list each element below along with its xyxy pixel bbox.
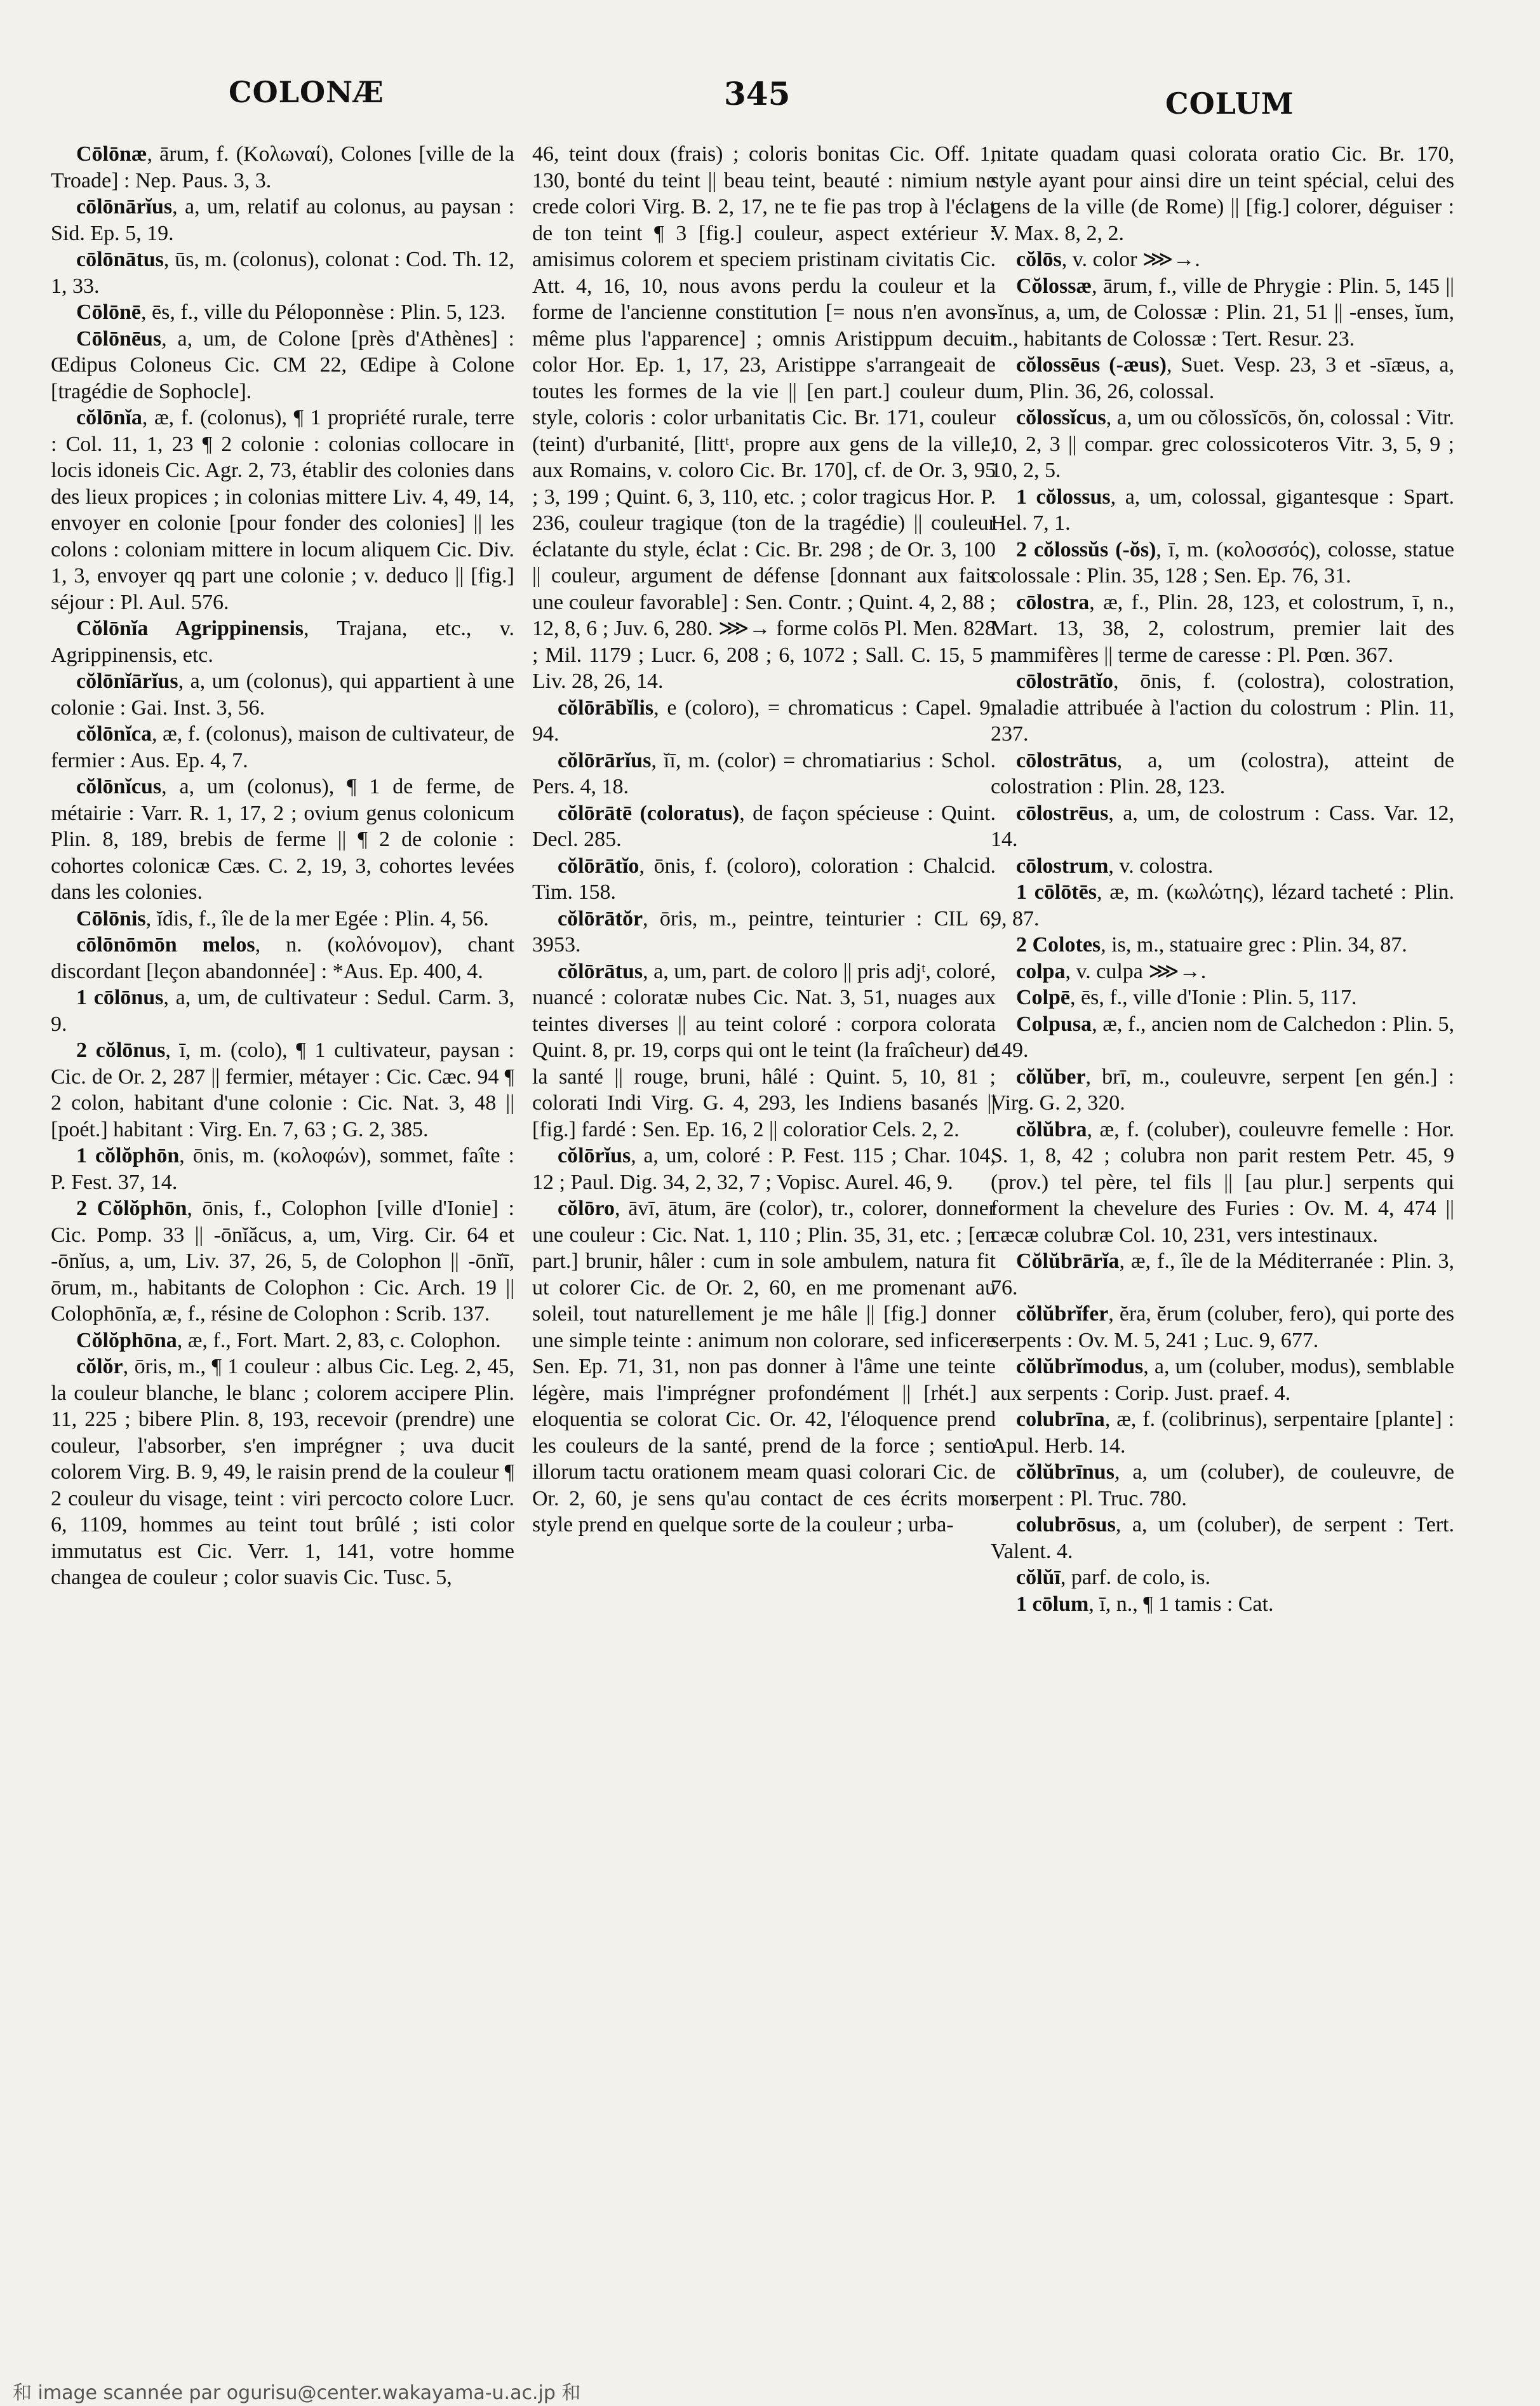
dictionary-entry: 1 cōlōnus, a, um, de cultivateur : Sedul. Carm. 3, 9. bbox=[51, 986, 514, 1036]
dictionary-entry: cŏlossĭcus, a, um ou cŏlossĭcōs, ŏn, colossal : Vitr. 10, 2, 3 || compar. grec colossicoteros Vitr. 3, 5, 9 ; 10, 2, 5. bbox=[991, 406, 1454, 482]
dictionary-entry: Colpusa, æ, f., ancien nom de Calchedon : Plin. 5, 149. bbox=[991, 1012, 1454, 1062]
dictionary-entry: cŏlōrĭus, a, um, coloré : P. Fest. 115 ; Char. 104, 12 ; Paul. Dig. 34, 2, 32, 7 ; Vopisc. Aurel. 46, 9. bbox=[532, 1144, 996, 1194]
running-head-left: COLONÆ bbox=[229, 75, 384, 109]
dictionary-entry: cŏlŭī, parf. de colo, is. bbox=[1016, 1566, 1210, 1589]
dictionary-entry: cōlostrēus, a, um, de colostrum : Cass. Var. 12, 14. bbox=[991, 801, 1454, 851]
dictionary-entry: Cŏlŭbrārĭa, æ, f., île de la Méditerranée : Plin. 3, 76. bbox=[991, 1249, 1454, 1300]
running-head-right: COLUM bbox=[1165, 86, 1294, 121]
dictionary-entry: cŏlōrātē (coloratus), de façon spécieuse : Quint. Decl. 285. bbox=[532, 801, 996, 851]
dictionary-entry: 2 Colotes, is, m., statuaire grec : Plin. 34, 87. bbox=[1016, 933, 1407, 957]
dictionary-entry: Cŏlossæ, ārum, f., ville de Phrygie : Plin. 5, 145 || -ĭnus, a, um, de Colossæ : Plin. 21, 51 || -enses, ĭum, m., habitants de Colossæ : Tert. Resur. 23. bbox=[991, 274, 1454, 351]
dictionary-entry: 1 cŏlossus, a, um, colossal, gigantesque : Spart. Hel. 7, 1. bbox=[991, 485, 1454, 535]
dictionary-entry: cŏlōnĭcus, a, um (colonus), ¶ 1 de ferme, de métairie : Varr. R. 1, 17, 2 ; ovium genus colonicum Plin. 8, 189, brebis de ferme || ¶ 2 de colonie : cohortes colonicæ Cæs. C. 2, 19, 3, cohortes levées dans les colonies. bbox=[51, 775, 514, 904]
dictionary-entry: 1 cōlum, ī, n., ¶ 1 tamis : Cat. bbox=[1016, 1592, 1274, 1616]
dictionary-entry: 2 cŏlōnus, ī, m. (colo), ¶ 1 cultivateur, paysan : Cic. de Or. 2, 287 || fermier, métayer : Cic. Cæc. 94 ¶ 2 colon, habitant d'une colonie : Cic. Nat. 3, 48 || [poét.] habitant : Virg. En. 7, 63 ; G. 2, 385. bbox=[51, 1038, 514, 1141]
dictionary-entry: cŏlōrātŏr, ōris, m., peintre, teinturier : CIL 6, 3953. bbox=[532, 906, 996, 957]
dictionary-entry: cŏlōro, āvī, ātum, āre (color), tr., colorer, donner une couleur : Cic. Nat. 1, 110 ; Plin. 35, 31, etc. ; [en part.] brunir, hâler : cum in sole ambulem, natura fit ut colorer Cic. de Or. 2, 60, en me promenant au soleil, tout naturellement je me hâle || [fig.] donner une simple teinte : animum non colorare, sed inficere Sen. Ep. 71, 31, non pas donner à l'âme une teinte légère, mais l'imprégner profondément || [rhét.] : eloquentia se colorat Cic. Or. 42, l'éloquence prend les couleurs de la santé, prend de la force ; sentio illorum tactu orationem meam quasi colorari Cic. de Or. 2, 60, je sens qu'au contact de ces écrits mon style prend en quelque sorte de la couleur ; urba- bbox=[532, 1197, 996, 1536]
dictionary-entry: cŏlōrātĭo, ōnis, f. (coloro), coloration : Chalcid. Tim. 158. bbox=[532, 854, 996, 904]
dictionary-entry: cŏlōrātus, a, um, part. de coloro || pris adjᵗ, coloré, nuancé : coloratæ nubes Cic. Nat. 3, 51, nuages aux teintes diverses || au teint coloré : corpora colorata Quint. 8, pr. 19, corps qui ont le teint (la fraîcheur) de la santé || rouge, bruni, hâlé : Quint. 5, 10, 81 ; colorati Indi Virg. G. 4, 293, les Indiens basanés || [fig.] fardé : Sen. Ep. 16, 2 || coloratior Cels. 2, 2. bbox=[532, 959, 996, 1141]
dictionary-entry: 1 cŏlŏphōn, ōnis, m. (κολοφών), sommet, faîte : P. Fest. 37, 14. bbox=[51, 1144, 514, 1194]
dictionary-entry: cōlostrātus, a, um (colostra), atteint de colostration : Plin. 28, 123. bbox=[991, 748, 1454, 798]
dictionary-entry: cōlōnōmōn melos, n. (κολόνομον), chant discordant [leçon abandonnée] : *Aus. Ep. 400, 4. bbox=[51, 933, 514, 983]
dictionary-entry: cŏlŭber, brī, m., couleuvre, serpent [en gén.] : Virg. G. 2, 320. bbox=[991, 1065, 1454, 1115]
dictionary-entry: cōlostrātĭo, ōnis, f. (colostra), colostration, maladie attribuée à l'action du colostrum : Plin. 11, 237. bbox=[991, 669, 1454, 746]
page-number: 345 bbox=[724, 75, 791, 112]
dictionary-entry: 1 cōlōtēs, æ, m. (κωλώτης), lézard tacheté : Plin. 9, 87. bbox=[991, 880, 1454, 931]
dictionary-entry: Cōlōnis, ĭdis, f., île de la mer Egée : Plin. 4, 56. bbox=[76, 906, 489, 931]
column-1 bbox=[51, 141, 514, 2364]
dictionary-entry: cōlostrum, v. colostra. bbox=[1016, 854, 1214, 878]
dictionary-entry: cŏlŭbrĭmodus, a, um (coluber, modus), semblable aux serpents : Corip. Just. praef. 4. bbox=[991, 1355, 1454, 1405]
dictionary-entry: colubrōsus, a, um (coluber), de serpent : Tert. Valent. 4. bbox=[991, 1513, 1454, 1563]
dictionary-entry: cŏlossēus (-æus), Suet. Vesp. 23, 3 et -sīæus, a, um, Plin. 36, 26, colossal. bbox=[991, 353, 1454, 403]
dictionary-entry: Cōlōnē, ēs, f., ville du Péloponnèse : Plin. 5, 123. bbox=[76, 300, 506, 324]
dictionary-entry: cŏlŭbrĭfer, ĕra, ĕrum (coluber, fero), qui porte des serpents : Ov. M. 5, 241 ; Luc. 9, 677. bbox=[991, 1302, 1454, 1352]
dictionary-entry: cŏlōnĭārĭus, a, um (colonus), qui appartient à une colonie : Gai. Inst. 3, 56. bbox=[51, 669, 514, 720]
dictionary-entry: cŏlōrābĭlis, e (coloro), = chromaticus : Capel. 9, 94. bbox=[532, 696, 996, 746]
dictionary-entry: Cŏlŏphōna, æ, f., Fort. Mart. 2, 83, c. Colophon. bbox=[76, 1328, 501, 1352]
column-3 bbox=[991, 141, 1454, 2364]
dictionary-entry: cŏlōrārĭus, ĭī, m. (color) = chromatiarius : Schol. Pers. 4, 18. bbox=[532, 748, 996, 798]
dictionary-entry: nitate quadam quasi colorata oratio Cic. Br. 170, style ayant pour ainsi dire un teint spécial, celui des gens de la ville (de Rome) || [fig.] colorer, déguiser : V. Max. 8, 2, 2. bbox=[991, 142, 1454, 245]
dictionary-entry: cŏlōs, v. color ⋙→. bbox=[1016, 248, 1200, 271]
dictionary-entry: cōlostra, æ, f., Plin. 28, 123, et colostrum, ī, n., Mart. 13, 38, 2, colostrum, premier lait des mammifères || terme de caresse : Pl. Pœn. 367. bbox=[991, 590, 1454, 667]
dictionary-entry: Cōlōnēus, a, um, de Colone [près d'Athènes] : Œdipus Coloneus Cic. CM 22, Œdipe à Colone [tragédie de Sophocle]. bbox=[51, 326, 514, 403]
dictionary-entry: Cŏlōnĭa Agrippinensis, Trajana, etc., v. Agrippinensis, etc. bbox=[51, 617, 514, 667]
column-2 bbox=[532, 141, 996, 2364]
dictionary-entry: Colpē, ēs, f., ville d'Ionie : Plin. 5, 117. bbox=[1016, 986, 1357, 1009]
dictionary-entry: cŏlŭbra, æ, f. (coluber), couleuvre femelle : Hor. S. 1, 8, 42 ; colubra non parit restem Petr. 45, 9 (prov.) tel père, tel fils || [au plur.] serpents qui forment la chevelure des Furies : Ov. M. 4, 474 || cæcæ colubræ Col. 10, 231, vers intestinaux. bbox=[991, 1117, 1454, 1247]
dictionary-entry: 2 cŏlossŭs (-ŏs), ī, m. (κολοσσός), colosse, statue colossale : Plin. 35, 128 ; Sen. Ep. 76, 31. bbox=[991, 537, 1454, 588]
dictionary-entry: colubrīna, æ, f. (colibrinus), serpentaire [plante] : Apul. Herb. 14. bbox=[991, 1408, 1454, 1458]
dictionary-entry: cŏlŏr, ōris, m., ¶ 1 couleur : albus Cic. Leg. 2, 45, la couleur blanche, le blanc ; colorem accipere Plin. 11, 225 ; bibere Plin. 8, 193, recevoir (prendre) une couleur, l'absorber, s'en imprégner ; uva ducit colorem Virg. B. 9, 49, le raisin prend de la couleur ¶ 2 couleur du visage, teint : viri percocto colore Lucr. 6, 1109, hommes au teint tout brûlé ; isti color immutatus est Cic. Verr. 1, 141, votre homme changea de couleur ; color suavis Cic. Tusc. 5, bbox=[51, 1355, 514, 1589]
dictionary-entry: colpa, v. culpa ⋙→. bbox=[1016, 959, 1207, 983]
dictionary-entry: 2 Cŏlŏphōn, ōnis, f., Colophon [ville d'Ionie] : Cic. Pomp. 33 || -ōnĭăcus, a, um, Virg. Cir. 64 et -ōnĭus, a, um, Liv. 37, 26, 5, de Colophon || -ōnĭī, ōrum, m., habitants de Colophon : Cic. Arch. 19 || Colophōnĭa, æ, f., résine de Colophon : Scrib. 137. bbox=[51, 1197, 514, 1326]
page-header bbox=[0, 75, 1540, 132]
dictionary-entry: cŏlŭbrīnus, a, um (coluber), de couleuvre, de serpent : Pl. Truc. 780. bbox=[991, 1460, 1454, 1510]
scan-credit: 和 image scannée par ogurisu@center.wakayama-u.ac.jp 和 bbox=[13, 2382, 581, 2404]
dictionary-entry: 46, teint doux (frais) ; coloris bonitas Cic. Off. 1, 130, bonté du teint || beau teint, beauté : nimium ne crede colori Virg. B. 2, 17, ne te fie pas trop à l'éclat de ton teint ¶ 3 [fig.] couleur, aspect extérieur : amisimus colorem et speciem pristinam civitatis Cic. Att. 4, 16, 10, nous avons perdu la couleur et la forme de l'ancienne constitution [= nous n'en avons même plus l'apparence] ; omnis Aristippum decuit color Hor. Ep. 1, 17, 23, Aristippe s'arrangeait de toutes les formes de la vie || [en part.] couleur du style, coloris : color urbanitatis Cic. Br. 171, couleur (teint) d'urbanité, [littᵗ, propre aux gens de la ville, aux Romains, v. coloro Cic. Br. 170], cf. de Or. 3, 95 ; 3, 199 ; Quint. 6, 3, 110, etc. ; color tragicus Hor. P. 236, couleur tragique (ton de la tragédie) || couleur éclatante du style, éclat : Cic. Br. 298 ; de Or. 3, 100 || couleur, argument de défense [donnant aux faits une couleur favorable] : Sen. Contr. ; Quint. 4, 2, 88 ; 12, 8, 6 ; Juv. 6, 280. ⋙→ forme colōs Pl. Men. 828 ; Mil. 1179 ; Lucr. 6, 208 ; 6, 1072 ; Sall. C. 15, 5 ; Liv. 28, 26, 14. bbox=[532, 142, 996, 693]
dictionary-entry: cōlōnārĭus, a, um, relatif au colonus, au paysan : Sid. Ep. 5, 19. bbox=[51, 195, 514, 245]
dictionary-entry: cŏlōnĭa, æ, f. (colonus), ¶ 1 propriété rurale, terre : Col. 11, 1, 23 ¶ 2 colonie : colonias collocare in locis idoneis Cic. Agr. 2, 73, établir des colonies dans des lieux propices ; in colonias mittere Liv. 4, 49, 14, envoyer en colonie [pour fonder des colonies] || les colons : coloniam mittere in locum aliquem Cic. Div. 1, 3, envoyer qq part une colonie ; v. deduco || [fig.] séjour : Pl. Aul. 576. bbox=[51, 406, 514, 614]
dictionary-entry: cōlōnātus, ūs, m. (colonus), colonat : Cod. Th. 12, 1, 33. bbox=[51, 248, 514, 298]
dictionary-entry: Cōlōnæ, ārum, f. (Κολωναί), Colones [ville de la Troade] : Nep. Paus. 3, 3. bbox=[51, 142, 514, 192]
dictionary-entry: cŏlōnĭca, æ, f. (colonus), maison de cultivateur, de fermier : Aus. Ep. 4, 7. bbox=[51, 722, 514, 772]
